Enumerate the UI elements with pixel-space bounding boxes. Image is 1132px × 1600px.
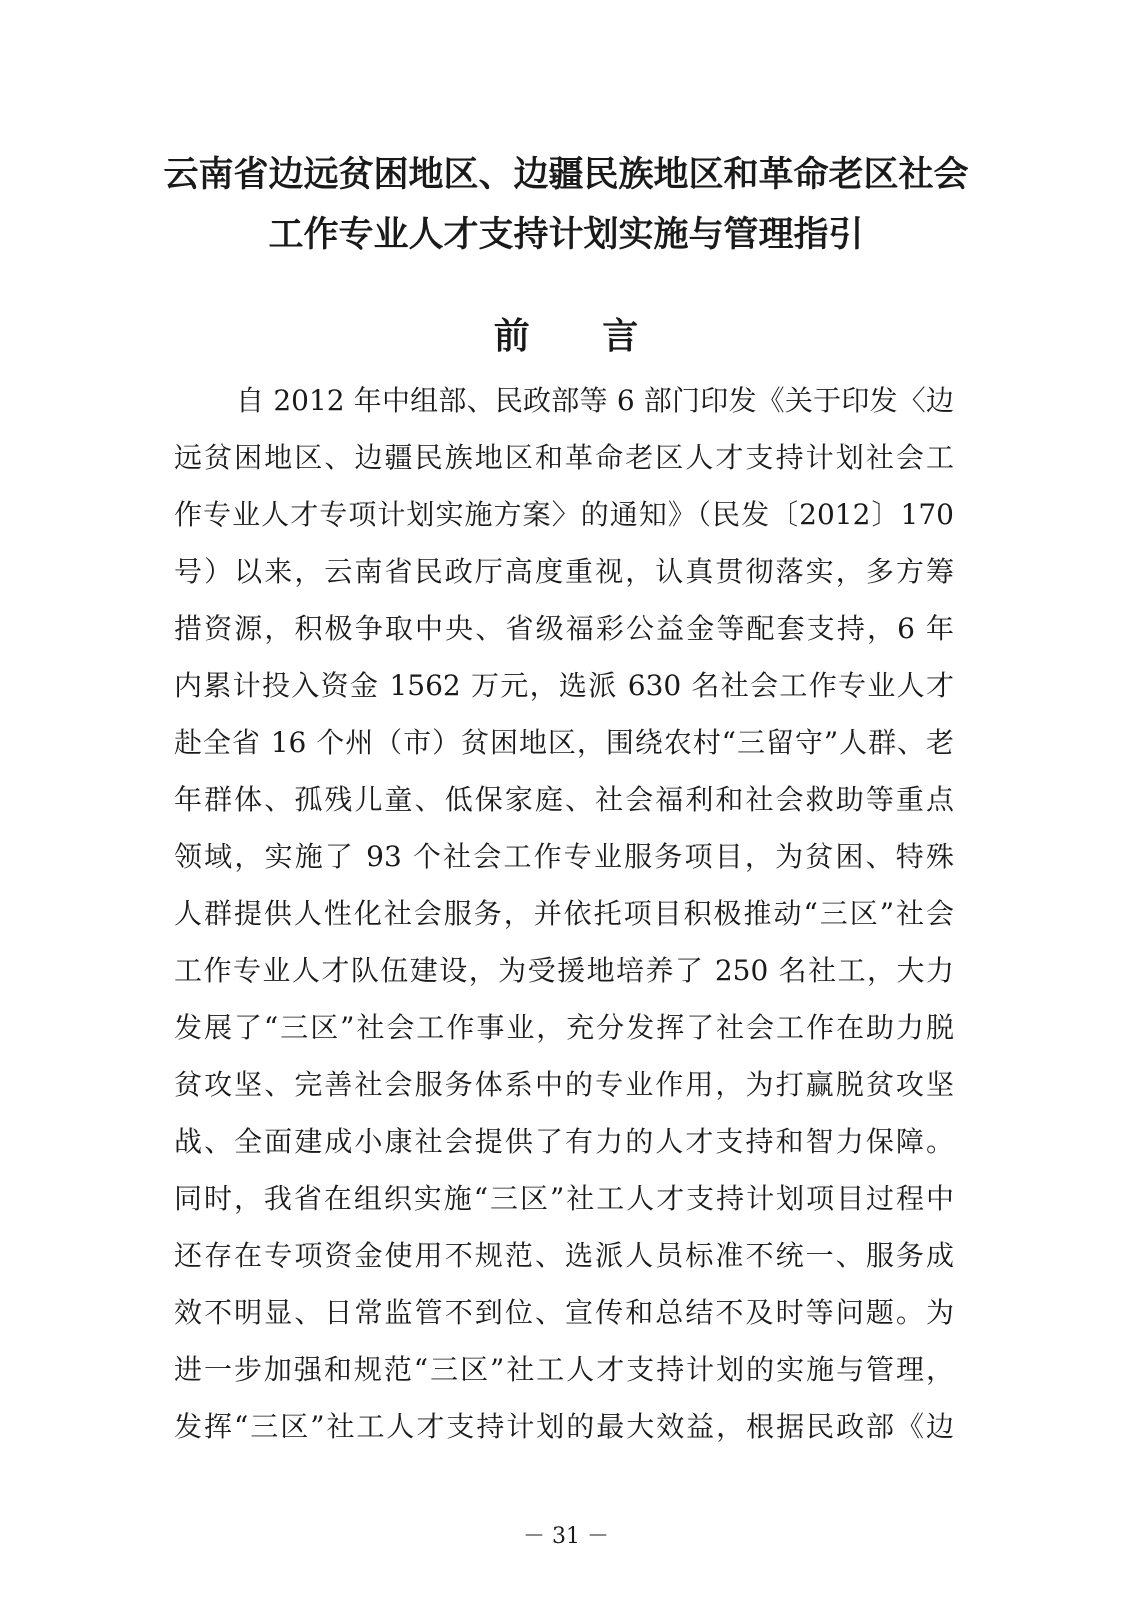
body-line: 战、全面建成小康社会提供了有力的人才支持和智力保障。 xyxy=(174,1125,954,1158)
section-heading: 前 言 xyxy=(493,315,669,357)
body-line: 效不明显、日常监管不到位、宣传和总结不及时等问题。为 xyxy=(174,1296,954,1329)
body-line: 贫攻坚、完善社会服务体系中的专业作用，为打赢脱贫攻坚 xyxy=(174,1068,954,1101)
body-line: 赴全省 16 个州（市）贫困地区，围绕农村“三留守”人群、老 xyxy=(174,726,954,759)
body-line: 自 2012 年中组部、民政部等 6 部门印发《关于印发〈边 xyxy=(236,384,954,417)
body-line: 人群提供人性化社会服务，并依托项目积极推动“三区”社会 xyxy=(174,897,954,930)
title-line-2: 工作专业人才支持计划实施与管理指引 xyxy=(268,214,864,255)
body-line: 领域，实施了 93 个社会工作专业服务项目，为贫困、特殊 xyxy=(174,840,954,873)
body-line: 内累计投入资金 1562 万元，选派 630 名社会工作专业人才 xyxy=(174,669,954,702)
body-line: 措资源，积极争取中央、省级福彩公益金等配套支持，6 年 xyxy=(174,612,954,645)
body-line: 发挥“三区”社工人才支持计划的最大效益，根据民政部《边 xyxy=(174,1410,954,1443)
body-line: 还存在专项资金使用不规范、选派人员标准不统一、服务成 xyxy=(174,1239,954,1272)
title-line-1: 云南省边远贫困地区、边疆民族地区和革命老区社会 xyxy=(163,154,969,195)
body-line: 远贫困地区、边疆民族地区和革命老区人才支持计划社会工 xyxy=(174,441,954,474)
body-line: 号）以来，云南省民政厅高度重视，认真贯彻落实，多方筹 xyxy=(174,555,954,588)
body-line: 年群体、孤残儿童、低保家庭、社会福利和社会救助等重点 xyxy=(174,783,954,816)
body-paragraph xyxy=(174,372,954,1455)
body-line: 作专业人才专项计划实施方案〉的通知》（民发〔2012〕170 xyxy=(174,498,954,531)
body-line: 工作专业人才队伍建设，为受援地培养了 250 名社工，大力 xyxy=(174,954,954,987)
document-title xyxy=(0,145,1132,265)
body-line: 同时，我省在组织实施“三区”社工人才支持计划项目过程中 xyxy=(174,1182,954,1215)
page-number: － 31 － xyxy=(523,1524,609,1549)
body-line: 发展了“三区”社会工作事业，充分发挥了社会工作在助力脱 xyxy=(174,1011,954,1044)
body-line: 进一步加强和规范“三区”社工人才支持计划的实施与管理， xyxy=(174,1353,954,1386)
